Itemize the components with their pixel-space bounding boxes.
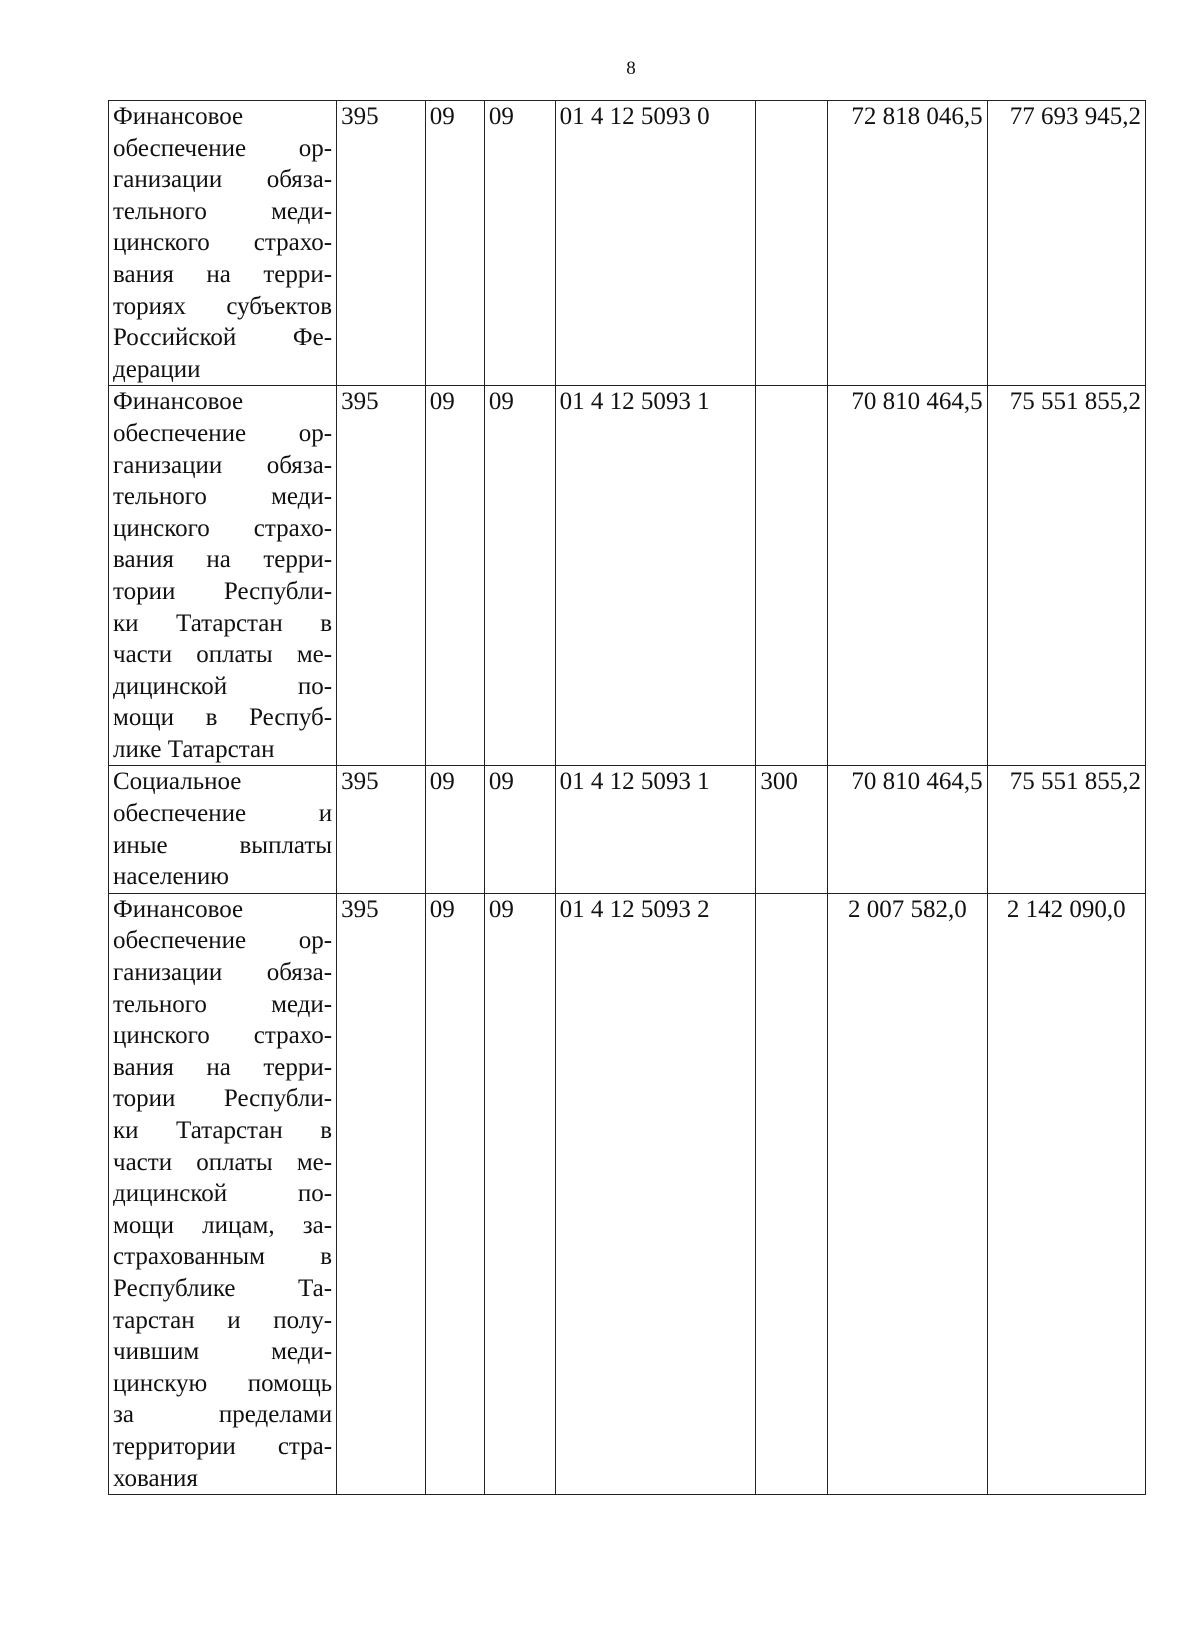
section-code: 09 <box>425 893 484 1494</box>
subsection-code: 09 <box>484 766 555 893</box>
row-name-line: дицинской по- <box>113 672 333 700</box>
row-name-line: цинского страхо- <box>113 514 333 542</box>
row-name-line: населению <box>113 863 229 891</box>
row-name-line: части оплаты ме- <box>113 1148 333 1176</box>
row-name-line: цинского страхо- <box>113 229 333 257</box>
row-name-line: вания на терри- <box>113 1053 333 1081</box>
row-name-line: территории стра- <box>113 1432 333 1460</box>
section-code: 09 <box>425 386 484 766</box>
table-row <box>109 893 1146 1494</box>
subsection-code: 09 <box>484 386 555 766</box>
row-name-line: хования <box>113 1464 198 1492</box>
page-number: 8 <box>626 58 636 79</box>
section-code: 09 <box>425 766 484 893</box>
row-name-line: цинского страхо- <box>113 1022 333 1050</box>
row-name-line: тории Республи- <box>113 1085 333 1113</box>
row-name-line: ториях субъектов <box>113 292 333 320</box>
subsection-code: 09 <box>484 893 555 1494</box>
row-name-line: тельного меди- <box>113 483 333 511</box>
budget-table <box>108 100 1146 1495</box>
amount-year-2: 2 142 090,0 <box>987 893 1145 1494</box>
target-article-code: 01 4 12 5093 2 <box>555 893 756 1494</box>
target-article-code: 01 4 12 5093 1 <box>555 386 756 766</box>
row-name-line: вания на терри- <box>113 546 333 574</box>
ved-code: 395 <box>337 101 426 386</box>
expense-type-code: 300 <box>756 766 828 893</box>
expense-type-code <box>756 893 828 1494</box>
row-name-line: ганизации обяза- <box>113 166 333 194</box>
row-name-line: тельного меди- <box>113 990 333 1018</box>
amount-year-1: 70 810 464,5 <box>828 386 987 766</box>
row-name-line: Российской Фе- <box>113 324 333 352</box>
expense-type-code <box>756 386 828 766</box>
amount-year-2: 75 551 855,2 <box>987 766 1145 893</box>
row-name-line: цинскую помощь <box>113 1369 333 1397</box>
target-article-code: 01 4 12 5093 1 <box>555 766 756 893</box>
table-row <box>109 101 1146 386</box>
row-name <box>109 766 337 893</box>
table-row <box>109 386 1146 766</box>
row-name-line: тельного меди- <box>113 197 333 225</box>
subsection-code: 09 <box>484 101 555 386</box>
row-name-line: обеспечение ор- <box>113 134 333 162</box>
row-name <box>109 893 337 1494</box>
row-name-line: обеспечение и <box>113 800 333 828</box>
row-name-line: обеспечение ор- <box>113 419 333 447</box>
ved-code: 395 <box>337 766 426 893</box>
row-name-line: Социальное <box>113 768 242 796</box>
row-name-line: лике Татарстан <box>113 735 275 763</box>
row-name-line: мощи лицам, за- <box>113 1211 333 1239</box>
row-name <box>109 101 337 386</box>
row-name-line: обеспечение ор- <box>113 927 333 955</box>
row-name-line: ганизации обяза- <box>113 451 333 479</box>
row-name-line: Финансовое <box>113 103 244 130</box>
row-name-line: чившим меди- <box>113 1338 333 1366</box>
row-name-line: ганизации обяза- <box>113 959 333 987</box>
row-name-line: ки Татарстан в <box>113 609 333 637</box>
row-name <box>109 386 337 766</box>
table-row <box>109 766 1146 893</box>
amount-year-1: 72 818 046,5 <box>828 101 987 386</box>
amount-year-2: 75 551 855,2 <box>987 386 1145 766</box>
row-name-line: дерации <box>113 355 201 383</box>
ved-code: 395 <box>337 386 426 766</box>
ved-code: 395 <box>337 893 426 1494</box>
row-name-line: Финансовое <box>113 895 244 923</box>
row-name-line: тории Республи- <box>113 577 333 605</box>
row-name-line: дицинской по- <box>113 1180 333 1208</box>
row-name-line: за пределами <box>113 1401 333 1429</box>
row-name-line: мощи в Респуб- <box>113 704 333 732</box>
amount-year-2: 77 693 945,2 <box>987 101 1145 386</box>
target-article-code: 01 4 12 5093 0 <box>555 101 756 386</box>
amount-year-1: 70 810 464,5 <box>828 766 987 893</box>
row-name-line: части оплаты ме- <box>113 641 333 669</box>
row-name-line: иные выплаты <box>113 831 333 859</box>
row-name-line: Республике Та- <box>113 1274 333 1302</box>
row-name-line: ки Татарстан в <box>113 1117 333 1144</box>
section-code: 09 <box>425 101 484 386</box>
row-name-line: страхованным в <box>113 1243 333 1271</box>
amount-year-1: 2 007 582,0 <box>828 893 987 1494</box>
row-name-line: вания на терри- <box>113 260 333 288</box>
expense-type-code <box>756 101 828 386</box>
row-name-line: Финансовое <box>113 388 244 416</box>
row-name-line: тарстан и полу- <box>113 1306 333 1334</box>
